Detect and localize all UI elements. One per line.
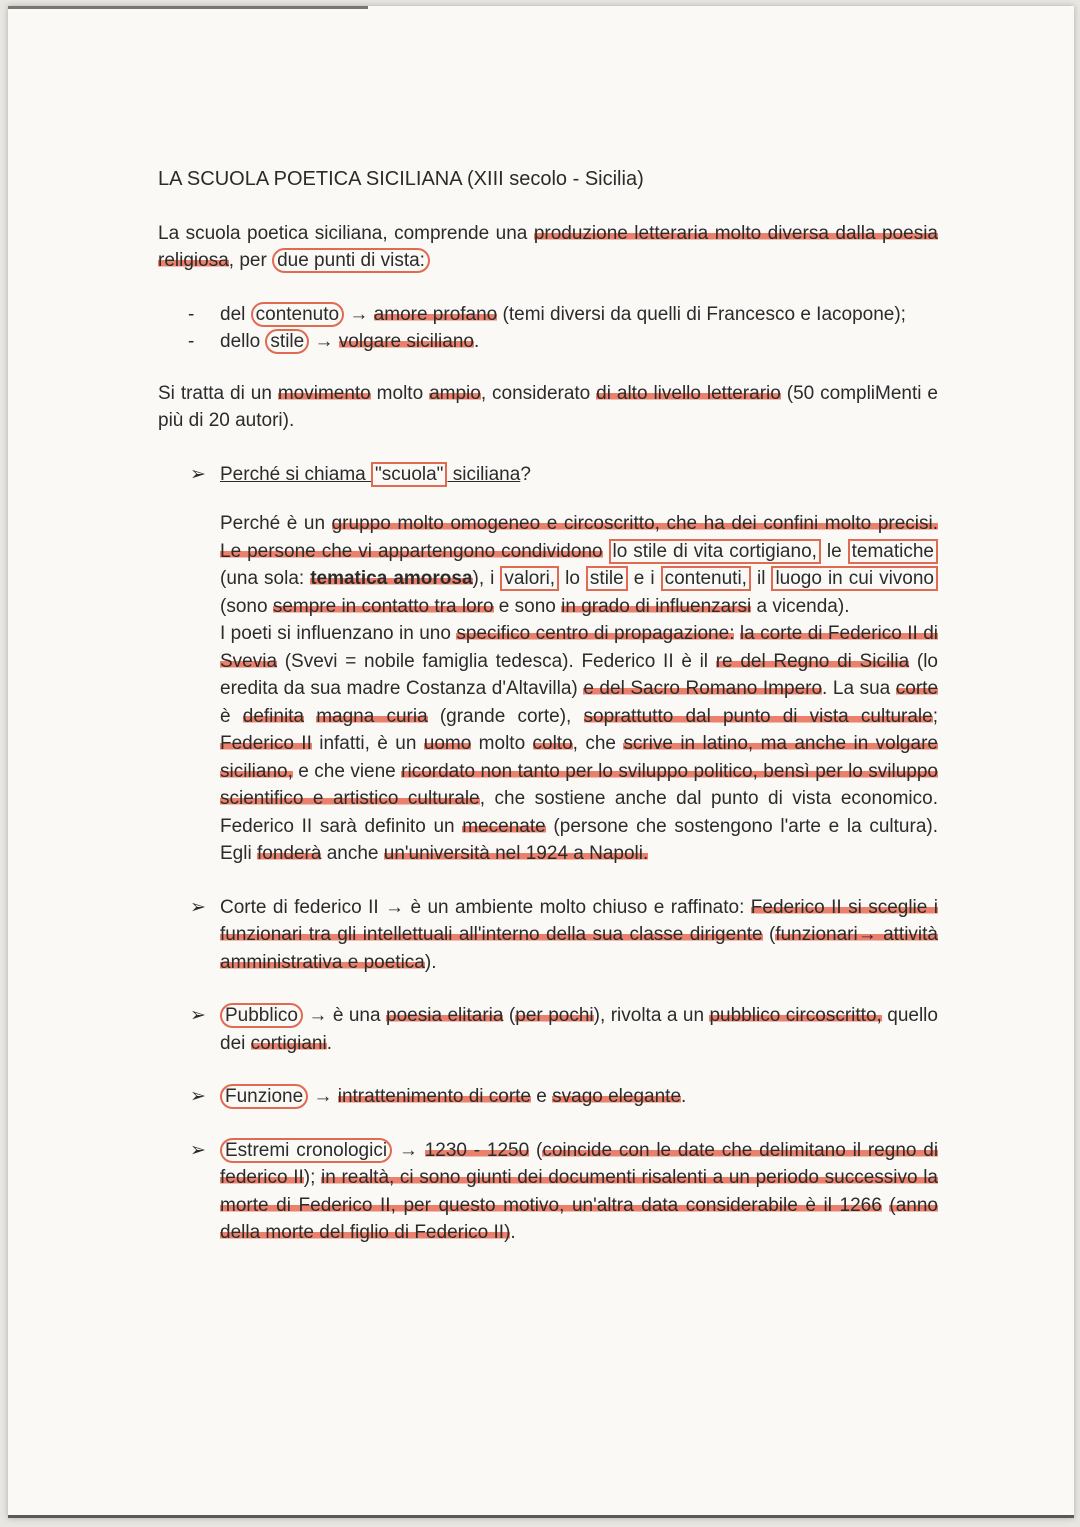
highlight: svago elegante — [552, 1086, 682, 1107]
highlight: in realtà, ci sono giunti dei documenti risalenti a un periodo successivo la morte di Federico II, per questo motivo, un'altra data considerabile è il 1266 — [220, 1167, 938, 1216]
body-text: lo — [559, 568, 586, 589]
highlight: funzionari→ attività amministrativa e poetica — [220, 924, 939, 973]
body-text: (lo eredita da sua madre Costanza d'Altavilla) — [220, 650, 939, 699]
intro-paragraph — [158, 220, 938, 275]
perche-paragraph-2 — [220, 620, 938, 868]
arrow-right-icon: → — [314, 331, 334, 352]
highlight: tematica amorosa — [310, 568, 473, 589]
boxed-text: contenuti, — [661, 566, 751, 591]
body-text: , che sostiene anche dal punto di vista economico. Federico II sarà definito un — [220, 788, 938, 837]
body-text: ( — [503, 1005, 516, 1026]
body-text: , che — [572, 733, 624, 754]
body-text: (una sola: — [220, 568, 311, 589]
body-text: . La sua — [822, 678, 896, 699]
highlight: di alto livello letterario — [596, 382, 781, 404]
arrow-right-icon: → — [349, 303, 369, 325]
body-text: ), rivolta a un — [593, 1005, 710, 1026]
page-title: LA SCUOLA POETICA SICILIANA (XIII secolo - Sicilia) — [158, 168, 644, 190]
item-text: . — [473, 331, 480, 352]
points-list — [158, 301, 938, 356]
body-text: e che viene — [292, 760, 402, 782]
heading-text: siciliana — [447, 463, 521, 485]
circled-text: stile — [265, 329, 309, 354]
body-text: ( — [762, 924, 776, 945]
body-text — [603, 541, 609, 562]
heading-text: Perché si chiama — [220, 463, 372, 485]
highlight: Federico II si sceglie i funzionari tra gli intellettuali all'interno della sua classe dirigente — [220, 896, 938, 945]
body-text: e i — [627, 568, 661, 589]
highlight: produzione letteraria molto diversa dalla poesia religiosa — [158, 222, 938, 271]
boxed-text: stile — [586, 566, 628, 591]
list-item — [220, 301, 938, 329]
highlight: volgare siciliano — [338, 331, 474, 352]
highlight: cortigiani — [250, 1032, 327, 1054]
body-text: anche — [321, 843, 384, 864]
section-funzione — [158, 1083, 938, 1111]
highlight: (anno della morte del figlio di Federico II) — [220, 1194, 938, 1243]
item-text: del — [220, 303, 251, 325]
highlight: gruppo molto omogeneo e circoscritto, che ha dei confini molto precisi. Le persone che vi appartengono condividono — [220, 513, 938, 562]
body-text: Si tratta di un — [158, 382, 278, 404]
highlight: specifico centro di propagazione: — [456, 623, 735, 644]
body-text: . — [681, 1086, 687, 1107]
bullet-arrow-icon: ➢ — [190, 896, 206, 918]
highlight: uomo — [423, 733, 472, 754]
section-pubblico — [158, 1002, 938, 1057]
highlight: un'università nel 1924 a Napoli. — [383, 843, 649, 864]
body-text: e — [531, 1086, 553, 1107]
highlight: la corte di Federico II di Svevia — [220, 623, 938, 672]
body-text: ); — [303, 1167, 322, 1188]
body-text: infatti, è un — [311, 733, 424, 754]
highlight: poesia elitaria — [386, 1005, 504, 1026]
highlight: definita — [242, 705, 305, 727]
circled-text: Estremi cronologici — [220, 1138, 392, 1163]
highlight: intrattenimento di corte — [337, 1086, 531, 1107]
bullet-arrow-icon: ➢ — [190, 1086, 206, 1107]
body-text: (50 compliMenti e più di 20 autori). — [158, 382, 938, 431]
highlight: Federico II — [220, 733, 312, 754]
arrow-right-icon: → — [308, 1005, 328, 1026]
highlight: scrive in latino, ma anche in volgare siciliano, — [220, 733, 938, 782]
body-text: e sono — [493, 595, 562, 617]
body-text: ; — [932, 705, 939, 727]
top-edge-line — [8, 6, 368, 9]
item-text: (temi diversi da quelli di Francesco e Iacopone); — [497, 303, 906, 325]
intro-text: La scuola poetica siciliana, comprende una — [158, 222, 534, 244]
circled-text: due punti di vista: — [272, 248, 430, 273]
intro-text: , per — [228, 250, 273, 271]
paper-sheet — [8, 6, 1074, 1518]
body-text: a vicenda). — [751, 595, 850, 617]
body-text: → — [308, 1086, 338, 1107]
highlight: movimento — [277, 382, 371, 404]
highlight: coincide con le date che delimitano il regno di federico II — [220, 1139, 939, 1188]
boxed-text: "scuola" — [371, 462, 447, 487]
body-text: ( — [529, 1139, 543, 1161]
highlight: fonderà — [256, 843, 322, 864]
bottom-edge-line — [8, 1515, 1074, 1518]
body-text: . — [510, 1222, 516, 1243]
arrow-right-icon: → — [398, 1139, 418, 1161]
highlight: amore profano — [373, 303, 498, 325]
body-text: il — [750, 568, 772, 589]
perche-paragraph-1 — [220, 510, 938, 620]
boxed-text: tematiche — [848, 539, 938, 564]
body-text — [418, 1140, 425, 1161]
boxed-text: luogo in cui vivono — [771, 566, 938, 591]
bullet-arrow-icon: ➢ — [190, 1005, 206, 1026]
body-text: Corte di federico II → è un ambiente molto chiuso e raffinato: — [220, 896, 751, 918]
body-text: è una — [327, 1005, 387, 1026]
bullet-arrow-icon: ➢ — [190, 463, 206, 485]
highlight: pubblico circoscritto, — [709, 1005, 882, 1026]
body-text: (sono — [220, 595, 273, 617]
document-body — [158, 166, 938, 1273]
body-text: è — [220, 705, 243, 727]
highlight: ricordato non tanto per lo sviluppo politico, bensì per lo sviluppo scientifico e artistico culturale — [220, 760, 938, 809]
highlight: mecenate — [462, 815, 546, 837]
boxed-text: lo stile di vita cortigiano, — [609, 539, 821, 564]
body-text: (Svevi = nobile famiglia tedesca). Federico II è il — [277, 650, 716, 672]
highlight: re del Regno di Sicilia — [715, 650, 910, 672]
circled-text: Pubblico — [220, 1003, 303, 1028]
body-text — [304, 706, 316, 727]
highlight: soprattutto dal punto di vista culturale — [583, 705, 933, 727]
body-text: molto — [370, 382, 430, 404]
body-text: (grande corte), — [427, 705, 584, 727]
body-text: (persone che sostengono l'arte e la cultura). Egli — [220, 815, 938, 864]
highlight: corte — [895, 678, 939, 699]
highlight: sempre in contatto tra loro — [272, 595, 494, 617]
highlight: 1230 - 1250 — [424, 1139, 530, 1161]
bullet-arrow-icon: ➢ — [190, 1139, 206, 1161]
section-estremi — [158, 1137, 938, 1247]
body-text: . — [326, 1032, 332, 1054]
body-text: le — [820, 540, 848, 562]
highlight: per pochi — [515, 1005, 594, 1026]
section-corte — [158, 894, 938, 977]
circled-text: Funzione — [220, 1084, 308, 1109]
section-perche — [158, 461, 938, 868]
boxed-text: valori, — [500, 566, 559, 591]
highlight: colto — [532, 733, 573, 754]
body-text: ). — [424, 951, 437, 973]
body-text: I poeti si influenzano in uno — [220, 623, 457, 644]
movement-paragraph — [158, 380, 938, 435]
highlight: ampio — [429, 382, 481, 404]
list-item — [220, 328, 938, 356]
body-text: molto — [471, 733, 533, 754]
body-text: , considerato — [480, 382, 597, 404]
highlight: magna curia — [316, 705, 428, 727]
body-text: Perché è un — [220, 513, 332, 534]
heading-text: ? — [520, 463, 531, 485]
body-text: quello dei — [220, 1005, 938, 1054]
highlight: e del Sacro Romano Impero — [583, 678, 823, 699]
item-text: dello — [220, 331, 266, 352]
section-heading — [220, 461, 938, 489]
circled-text: contenuto — [251, 302, 344, 327]
highlight: in grado di influenzarsi — [561, 595, 752, 617]
body-text: ), i — [472, 568, 501, 589]
